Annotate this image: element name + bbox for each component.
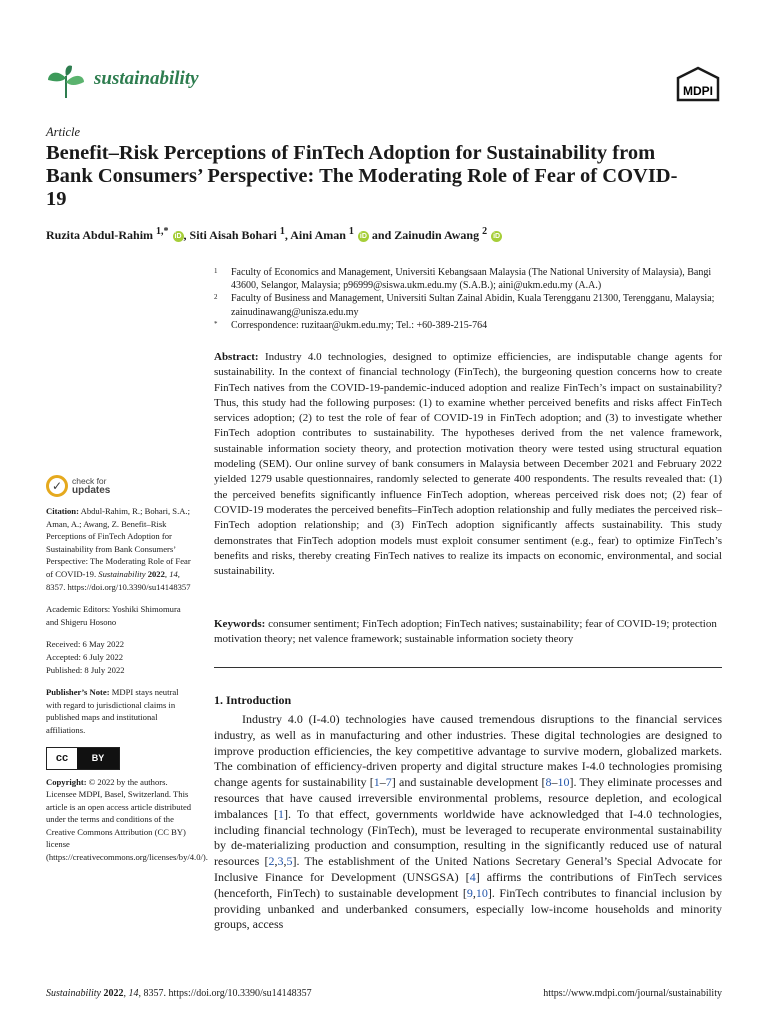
- intro-text: ] affirms the contributions of FinTech services (henceforth, FinTech) to sustainable development [: [214, 869, 722, 900]
- intro-text: ,: [274, 854, 278, 869]
- author-affil-sup: 2: [482, 226, 488, 237]
- author-name[interactable]: Siti Aisah Bohari: [189, 228, 277, 242]
- received-date: Received: 6 May 2022: [46, 639, 125, 650]
- intro-paragraph: [214, 712, 722, 933]
- author-affil-sup: 1: [279, 226, 285, 237]
- author-name[interactable]: Aini Aman: [290, 228, 346, 242]
- cc-icon: cc: [47, 748, 77, 769]
- author-affil-sup: 1,*: [156, 226, 169, 237]
- citation-ref-link[interactable]: 3: [277, 854, 284, 869]
- author-list: Ruzita Abdul-Rahim $^{1,*}$ iD , Siti Aisah Bohari $^1$, Aini Aman $^1$ iD and Zainudin Awang $^2$ iD: [46, 226, 501, 242]
- cc-by-license-badge[interactable]: [46, 747, 120, 770]
- correspondence: * Correspondence: ruzitaar@ukm.edu.my; Tel.: +60-389-215-764: [214, 319, 488, 331]
- citation-ref-link[interactable]: 9: [466, 885, 473, 900]
- intro-text: Industry 4.0 (I-4.0) technologies have caused tremendous disruptions to the financial services industry, as well as in manufacturing and other industries. These digital technologies are designed to improve production efficiencies, the key competitive advantage to survive modern, globalized markets. The combination of efficiency-driven property and digital structure makes I-4.0 technologies promising change agents for sustainability [: [214, 712, 722, 790]
- published-date: Published: 8 July 2022: [46, 664, 125, 675]
- copyright: Copyright: © 2022 by the authors. Licensee MDPI, Basel, Switzerland. This article is an open access article distributed under the terms and conditions of the Creative Commons Attribution (CC BY) license (https://creativecommons.org/licenses/by/4.0/).: [46, 776, 208, 863]
- intro-body: [214, 712, 722, 933]
- intro-text: ] and sustainable development [: [391, 775, 546, 790]
- citation-ref-link[interactable]: 1: [373, 775, 380, 790]
- section-divider: [214, 667, 722, 668]
- abstract-label: Abstract:: [214, 351, 259, 363]
- keywords: [214, 617, 722, 648]
- doi-link[interactable]: 8357. https://doi.org/10.3390/su14148357: [46, 581, 191, 592]
- citation: Citation: Abdul-Rahim, R.; Bohari, S.A.; Aman, A.; Awang, Z. Benefit–Risk Perceptions of FinTech Adoption for Sustainability from Bank Consumers’ Perspective: The Moderating Role of Fear of COVID-19. Sustainability 2022, 14, 8357. https://doi.org/10.3390/su14148357: [46, 506, 191, 592]
- check-for-updates-button[interactable]: ✓ check for updates: [46, 475, 194, 497]
- intro-text: ,: [283, 854, 287, 869]
- mdpi-logo-icon[interactable]: [674, 66, 722, 102]
- orcid-icon[interactable]: iD: [359, 233, 367, 240]
- author-name[interactable]: Zainudin Awang: [394, 228, 480, 242]
- citation-ref-link[interactable]: 1: [278, 806, 285, 821]
- journal-header: [46, 62, 722, 102]
- orcid-icon[interactable]: iD: [493, 233, 501, 240]
- affiliation-item: 1 Faculty of Economics and Management, Universiti Kebangsaan Malaysia (The National University of Malaysia), Bangi 43600, Selangor, Malaysia; p96999@siswa.ukm.edu.my (S.A.B.); aini@ukm.edu.my (A.A.): [214, 267, 712, 292]
- intro-text: ]. They eliminate processes and resources that have caused irreversible environmental problems, resource depletion, and ecological imbalances [: [214, 775, 722, 821]
- section-heading: 1. Introduction: [214, 693, 292, 707]
- journal-name[interactable]: sustainability: [94, 68, 199, 89]
- citation-ref-link[interactable]: 4: [469, 869, 476, 884]
- abstract: [214, 350, 722, 579]
- dates: [46, 638, 194, 676]
- article-sidebar: [46, 475, 208, 864]
- affiliations: [214, 266, 722, 332]
- keywords-text: consumer sentiment; FinTech adoption; FinTech natives; sustainability; fear of COVID-19; protection motivation theory; net valence framework; sustainable information society theory: [214, 618, 717, 646]
- author-name[interactable]: Ruzita Abdul-Rahim: [46, 228, 154, 242]
- citation-ref-link[interactable]: 7: [385, 775, 392, 790]
- intro-text: ]. FinTech contributes to financial inclusion by providing unbanked and underbanked consumers, especially low-income households and minority groups, access: [214, 885, 722, 932]
- intro-text: ]. The establishment of the United Nations Secretary General’s Special Advocate for Inclusive Finance for Development (UNSGSA) [: [214, 854, 723, 884]
- article-title: Benefit–Risk Perceptions of FinTech Adoption for Sustainability from Bank Consumers’ Perspective: The Moderating Role of Fear of COVID-19: [46, 142, 678, 210]
- citation-ref-link[interactable]: 10: [557, 775, 570, 790]
- author-affil-sup: 1: [348, 226, 354, 237]
- intro-text: –: [551, 775, 558, 790]
- footer-doi-link[interactable]: 8357. https://doi.org/10.3390/su14148357: [141, 988, 312, 999]
- abstract-text: Industry 4.0 technologies, designed to optimize efficiencies, are indisputable change agents for sustainability. In the context of financial technology (FinTech), the burgeoning question concerns how to create FinTech natives from the COVID-19-pandemic-induced adoption and realize FinTech’s impact on sustainability? Thus, this study had the following purposes: (1) to examine whether perceived benefits and risks affect FinTech services adoption; (2) to test the role of fear of COVID-19 in FinTech adoption; and (3) to investigate whether FinTech adoption contributes to sustainability. The hypotheses derived from the net valence framework, sustainable information society theory, and protection motivation theory were tested using structural equation modeling (SEM). Our online survey of bank consumers in Malaysia between December 2021 and February 2022 yielded 1279 usable questionnaires, randomly selected to generate 400 respondents. The results revealed that: (1) the perceived benefits significantly influence FinTech adoption, whereas perceived risk does not; (2) fear of COVID-19 moderates the perceived benefits–FinTech adoption relationship and fully mediates the perceived risk–FinTech adoption relationship; and (3) FinTech adoption significantly affects sustainability. This study demonstrates that FinTech adoption models must exploit consumer sentiment (e.g., fear) to optimize FinTech’s benefits and risks, thereby creating FinTech natives to realize its impacts on economic, environmental, and social sustainability.: [214, 351, 722, 578]
- publisher-name: MDPI: [683, 84, 713, 98]
- intro-text: –: [379, 775, 386, 790]
- affiliation-item: 2 Faculty of Business and Management, Universiti Sultan Zainal Abidin, Kuala Terengganu 21300, Terengganu, Malaysia; zainudinawang@unisza.edu.my: [214, 293, 715, 318]
- intro-text: ,: [472, 885, 476, 900]
- citation-ref-link[interactable]: 10: [475, 885, 488, 900]
- academic-editors: Academic Editors: Yoshiki Shimomura and Shigeru Hosono: [46, 604, 181, 627]
- article-type: Article: [46, 125, 81, 139]
- citation-ref-link[interactable]: 5: [286, 854, 293, 869]
- publisher-note: Publisher’s Note: MDPI stays neutral with regard to jurisdictional claims in published maps and institutional affiliations.: [46, 687, 179, 735]
- keywords-label: Keywords:: [214, 618, 266, 630]
- footer-citation: Sustainability 2022, 14, 8357. https://doi.org/10.3390/su14148357: [46, 988, 312, 999]
- orcid-icon[interactable]: iD: [174, 233, 182, 240]
- check-updates-icon: ✓: [46, 475, 68, 497]
- accepted-date: Accepted: 6 July 2022: [46, 651, 124, 662]
- citation-ref-link[interactable]: 8: [545, 775, 552, 790]
- journal-logo-icon: [46, 64, 86, 100]
- by-icon: BY: [77, 748, 119, 769]
- footer-journal-url[interactable]: https://www.mdpi.com/journal/sustainability: [543, 988, 722, 999]
- citation-ref-link[interactable]: 2: [268, 854, 275, 869]
- intro-text: ]. To that effect, governments worldwide have acknowledged that I-4.0 technologies, including financial technology (FinTech), must be leveraged to recuperate environmental sustainability by de-materializing production and consumption, resulting in the significantly reduced use of natural resources [: [214, 806, 722, 869]
